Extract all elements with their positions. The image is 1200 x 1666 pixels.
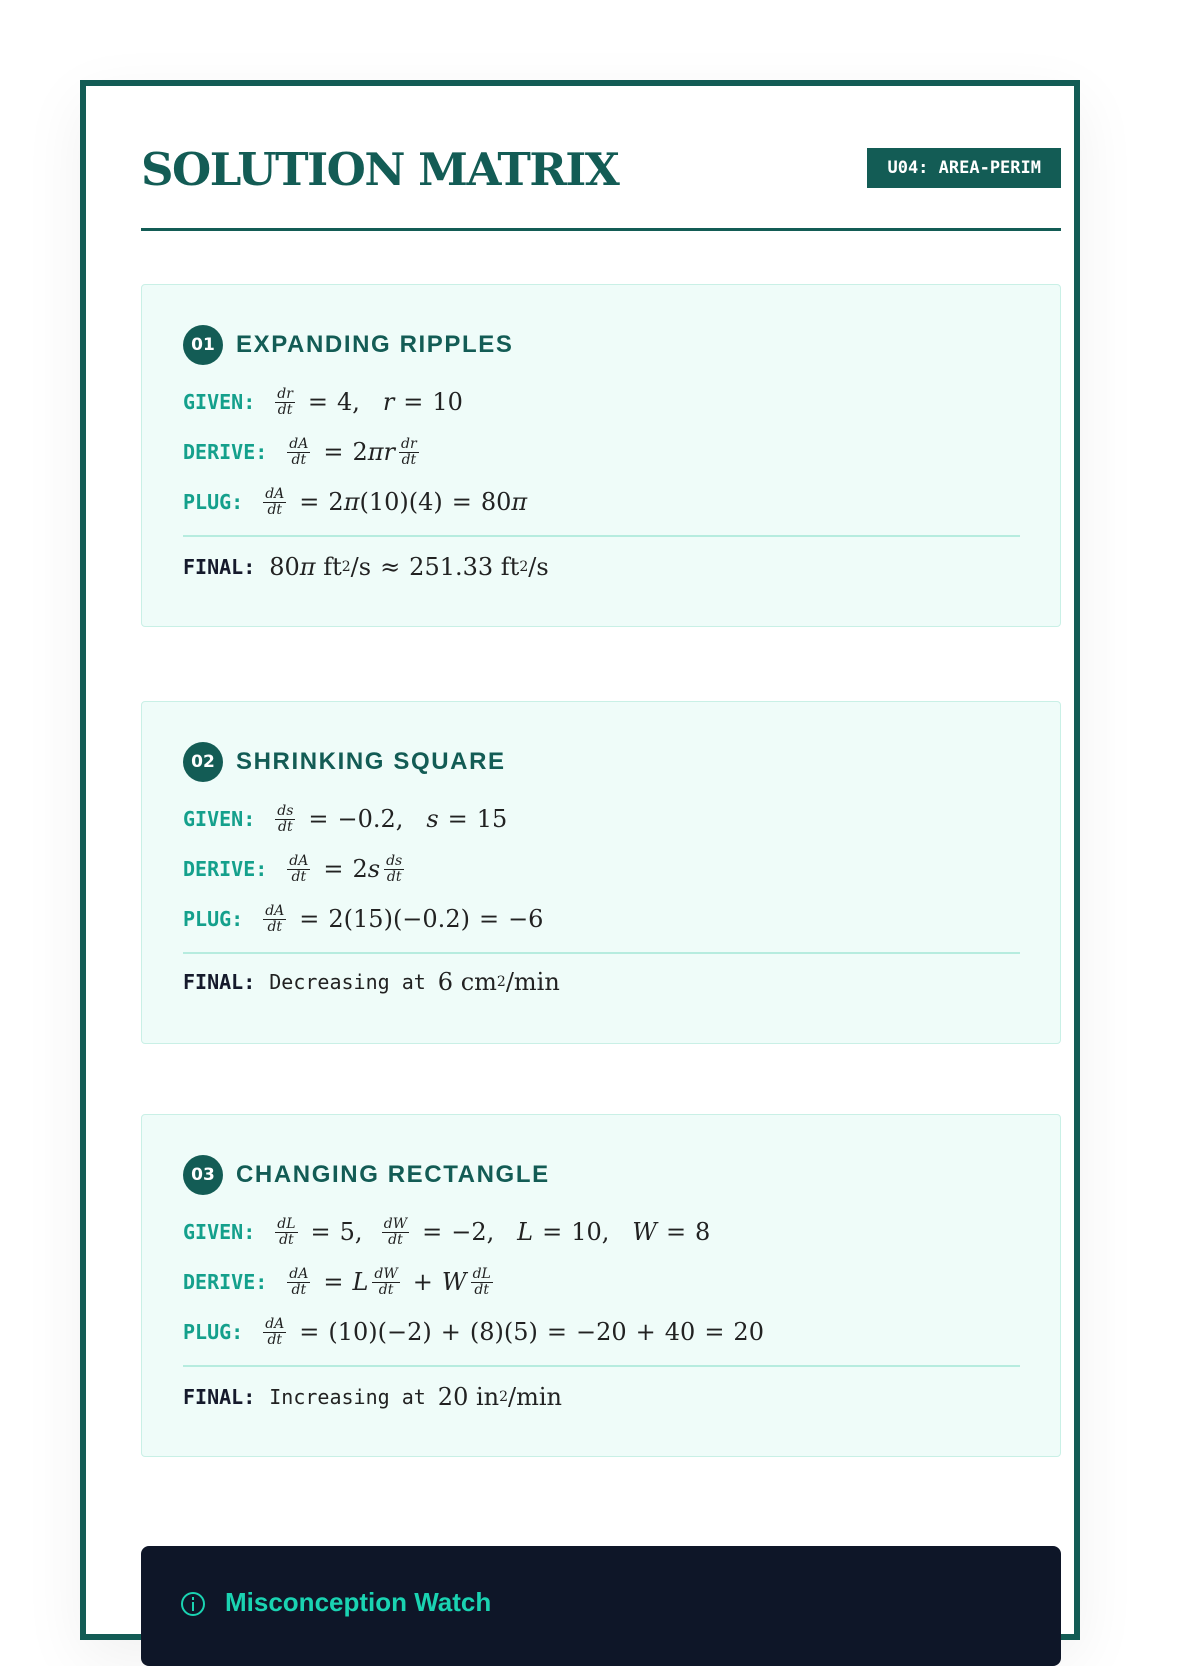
solution-sheet [80, 80, 1080, 1640]
derive-math: $\frac{dA}{dt}$ = L $\frac{dW}{dt}$ + W $\frac{dL}{dt}$ [289, 1265, 491, 1298]
problem-number: 01 [183, 325, 223, 365]
given-label: GIVEN: [183, 1220, 256, 1244]
info-icon [181, 1592, 205, 1616]
given-math: $\frac{ds}{dt}$ = −0.2, s = 15 [277, 802, 508, 835]
problem-title: SHRINKING SQUARE [236, 748, 506, 775]
derive-label: DERIVE: [183, 1270, 268, 1294]
final-row [183, 1376, 562, 1418]
divider [183, 535, 1020, 537]
plug-math: $\frac{dA}{dt}$ = 2(15)(−0.2) = −6 [265, 902, 544, 935]
derive-label: DERIVE: [183, 857, 268, 881]
plug-row [183, 898, 543, 940]
final-label: FINAL: [183, 970, 256, 994]
plug-math: $\frac{dA}{dt}$ = 2 π (10)(4) = 80 π [265, 485, 528, 518]
derive-row [183, 848, 408, 890]
given-row [183, 1211, 710, 1253]
plug-row [183, 1311, 764, 1353]
plug-row [183, 481, 527, 523]
problem-card-3 [141, 1114, 1061, 1457]
problem-title: EXPANDING RIPPLES [236, 331, 514, 358]
final-text: Increasing at [269, 1385, 426, 1409]
problem-card-1 [141, 284, 1061, 627]
final-math: 6 cm 2 /min [437, 968, 560, 996]
derive-label: DERIVE: [183, 440, 268, 464]
given-label: GIVEN: [183, 807, 256, 831]
given-math: $\frac{dL}{dt}$ = 5, $\frac{dW}{dt}$ = −2, L = 10, W = 8 [277, 1215, 711, 1248]
plug-label: PLUG: [183, 490, 244, 514]
plug-label: PLUG: [183, 1320, 244, 1344]
callout-title: Misconception Watch [225, 1587, 492, 1617]
derive-math: $\frac{dA}{dt}$ = 2 s $\frac{ds}{dt}$ [289, 852, 403, 885]
final-label: FINAL: [183, 555, 256, 579]
derive-row [183, 431, 423, 473]
final-row [183, 546, 549, 588]
final-row [183, 961, 560, 1003]
final-math: 80 π ft 2 /s ≈ 251.33 ft 2 /s [269, 553, 549, 581]
problem-title: CHANGING RECTANGLE [236, 1161, 550, 1188]
problem-number: 03 [183, 1155, 223, 1195]
page-title: SOLUTION MATRIX [141, 143, 619, 196]
final-label: FINAL: [183, 1385, 256, 1409]
given-math: $\frac{dr}{dt}$ = 4, r = 10 [277, 385, 463, 418]
final-text: Decreasing at [269, 970, 426, 994]
given-label: GIVEN: [183, 390, 256, 414]
problem-number: 02 [183, 742, 223, 782]
given-row [183, 798, 507, 840]
derive-math: $\frac{dA}{dt}$ = 2 π r $\frac{dr}{dt}$ [289, 435, 417, 468]
problem-card-2 [141, 701, 1061, 1044]
header [141, 144, 1061, 231]
divider [183, 952, 1020, 954]
misconception-callout [141, 1546, 1061, 1666]
final-math: 20 in 2 /min [437, 1383, 563, 1411]
unit-badge: U04: AREA-PERIM [867, 148, 1061, 188]
divider [183, 1365, 1020, 1367]
plug-label: PLUG: [183, 907, 244, 931]
plug-math: $\frac{dA}{dt}$ = (10)(−2) + (8)(5) = −20 + 40 = 20 [265, 1315, 764, 1348]
derive-row [183, 1261, 497, 1303]
given-row [183, 381, 463, 423]
